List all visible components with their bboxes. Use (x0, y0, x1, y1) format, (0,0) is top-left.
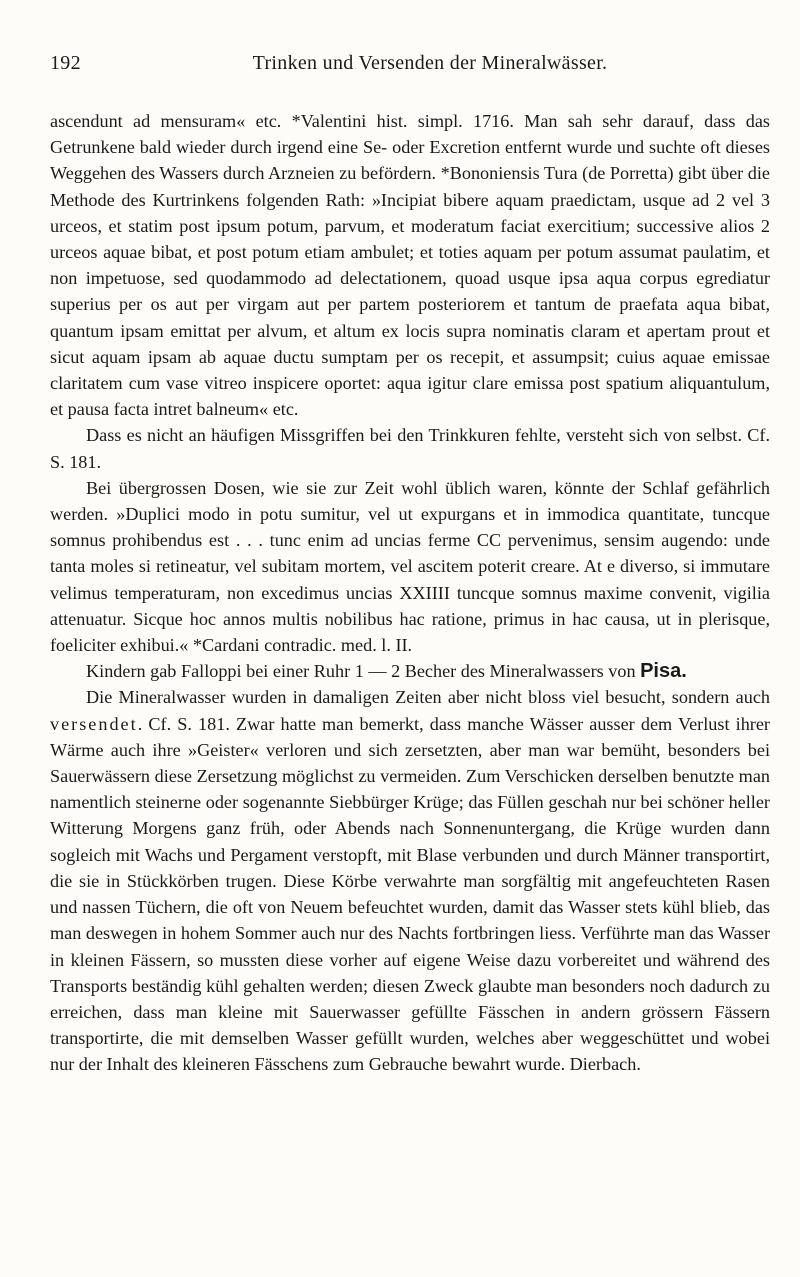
page-number: 192 (50, 52, 81, 74)
book-page (50, 52, 770, 1078)
paragraph-3: Bei übergrossen Dosen, wie sie zur Zeit wohl üblich waren, könnte der Schlaf gefährlich werden. »Duplici modo in potu sumitur, vel ut expurgans et in immodica quantitate, tuncque somnus prohibendus est . . . tunc enim ad uncias ferme CC pervenimus, sensim augendo: unde tanta moles si retineatur, vel subitam mortem, vel ascitem poterit creare. At e diverso, si immutare velimus temperaturam, non excedimus uncias XXIIII tuncque somnus maxime convenit, vigilia attenuatur. Sicque hoc annos multis nobilibus hac ratione, primus in hac causa, ut in plerisque, foeliciter exhibui.« *Cardani contradic. med. l. II. (50, 477, 770, 656)
body-text (50, 108, 770, 1078)
paragraph-2: Dass es nicht an häufigen Missgriffen bei den Trinkkuren fehlte, versteht sich von selbst. Cf. S. 181. (50, 425, 770, 472)
paragraph-1: ascendunt ad mensuram« etc. *Valentini hist. simpl. 1716. Man sah sehr darauf, dass das Getrunkene bald wieder durch irgend eine Se- oder Excretion entfernt wurde und suchte oft dieses Weggehen des Wassers durch Arzneien zu befördern. *Bononiensis Tura (de Porretta) gibt über die Methode des Kurtrinkens folgenden Rath: »Incipiat bibere aquam praedictam, usque ad 2 vel 3 urceos, et statim post ipsum potum, parvum, et moderatum faciat exercitium; successive alios 2 urceos aquae bibat, et post potum etiam ambulet; et toties aquam per potum assumat paulatim, et non impetuose, sed quodammodo ad delectationem, quoad usque ipsa aqua corpus egrediatur superius per os aut per virgam aut per partem posteriorem et tantum de praefata aqua bibat, quantum ipsam emittat per alvum, et altum ex locis supra nominatis claram et apertam prout et sicut aquam ipsam ab aquae ductu sumptam per os recepit, et assumpsit; cuius aquae emissae claritatem cum vase vitreo inspicere oportet: aqua igitur clare emissa post spatium aliquantulum, et pausa facta intret balneum« etc. (50, 111, 771, 420)
paragraph-5-text-b: . Cf. S. 181. Zwar hatte man bemerkt, dass manche Wässer ausser dem Verlust ihrer Wärme auch ihre »Geister« verloren und sich zersetzten, aber man war bemüht, besonders bei Sauerwässern diese Zersetzung möglichst zu vermeiden. Zum Verschicken derselben benutzte man namentlich steinerne oder sogenannte Siebbürger Krüge; das Füllen geschah nur bei schöner heller Witterung Morgens ganz früh, oder Abends nach Sonnenuntergang, die Krüge wurden dann sogleich mit Wachs und Pergament verstopft, mit Blase verbunden und durch Männer transportirt, die sie in Stückkörben trugen. Diese Körbe verwahrte man sorgfältig mit angefeuchteten Rasen und nassen Tüchern, die oft von Neuem befeuchtet wurden, damit das Wasser stets kühl blieb, das man deswegen in hohem Sommer auch nur des Nachts fortbringen liess. Verführte man das Wasser in kleinen Fässern, so mussten diese vorher auf eigene Weise dazu vorbereitet und während des Transports beständig kühl gehalten werden; diesen Zweck glaubte man besonders noch dadurch zu erreichen, dass man kleine mit Sauerwasser gefüllte Fässchen in andern grössern Fässern transportirte, die mit demselben Wasser gefüllt wurden, welches aber weggeschüttet und wobei nur der Inhalt des kleineren Fässchens zum Gebrauche bewahrt wurde. Dierbach. (50, 713, 770, 1075)
running-head: Trinken und Versenden der Mineralwässer. (252, 52, 608, 74)
paragraph-4-text: Kindern gab Falloppi bei einer Ruhr 1 — 2 Becher des Mineralwassers von (86, 661, 641, 682)
page-header (50, 52, 770, 92)
paragraph-5 (50, 684, 770, 1077)
paragraph-4 (50, 658, 770, 684)
versendet-emphasis: versendet (50, 713, 138, 734)
paragraph-5-text-a: Die Mineralwasser wurden in damaligen Zeiten aber nicht bloss viel besucht, sondern auch (86, 687, 770, 708)
pisa-emphasis: Pisa. (640, 660, 687, 683)
